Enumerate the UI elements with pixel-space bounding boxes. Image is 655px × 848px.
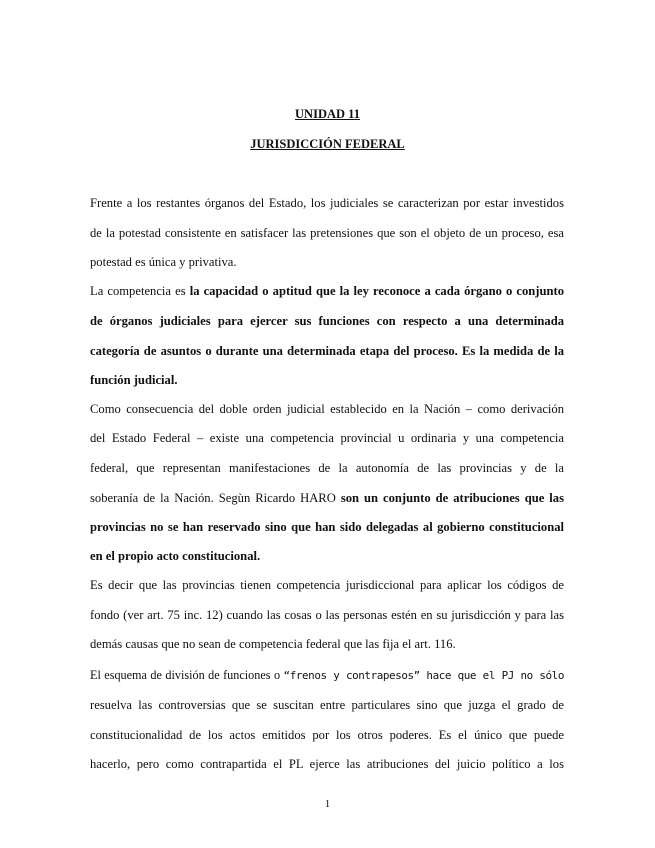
paragraph-5-line-4: hacerlo, pero como contrapartida el PL ejerce las atribuciones del juicio político a los xyxy=(90,757,564,771)
page-number: 1 xyxy=(324,798,331,810)
paragraph-1-line-1: Frente a los restantes órganos del Estado, los judiciales se caracterizan por estar investidos xyxy=(90,196,564,210)
paragraph-2-line-1 xyxy=(90,283,564,299)
paragraph-2-text: La competencia es xyxy=(90,284,190,298)
paragraph-4-line-3: demás causas que no sean de competencia federal que las fija el art. 116. xyxy=(90,637,456,651)
paragraph-3-bold-text: son un conjunto de atribuciones que las xyxy=(340,491,564,505)
paragraph-2-bold-text: la capacidad o aptitud que la ley reconoce a cada órgano o conjunto xyxy=(189,284,564,298)
paragraph-5-line-1 xyxy=(90,667,564,683)
paragraph-3-line-2: del Estado Federal – existe una competencia provincial u ordinaria y una competencia xyxy=(90,431,564,445)
paragraph-3-line-1: Como consecuencia del doble orden judicial establecido en la Nación – como derivación xyxy=(90,402,564,416)
paragraph-2-line-2: de órganos judiciales para ejercer sus funciones con respecto a una determinada xyxy=(90,314,564,328)
paragraph-2-line-4: función judicial. xyxy=(90,373,178,387)
paragraph-5-text: El esquema de división de funciones o xyxy=(90,668,284,682)
paragraph-3-line-3: federal, que representan manifestaciones de la autonomía de las provincias y de la xyxy=(90,461,564,475)
paragraph-3-line-4 xyxy=(90,490,564,506)
paragraph-4-line-1: Es decir que las provincias tienen competencia jurisdiccional para aplicar los códigos de xyxy=(90,578,564,592)
paragraph-5-mono-text: “frenos y contrapesos” hace que el PJ no sólo xyxy=(283,669,564,682)
paragraph-3-text: soberanía de la Nación. Segùn Ricardo HARO xyxy=(90,491,341,505)
paragraph-1-line-2: de la potestad consistente en satisfacer las pretensiones que son el objeto de un proceso, esa xyxy=(90,226,564,240)
paragraph-4-line-2: fondo (ver art. 75 inc. 12) cuando las cosas o las personas estén en su jurisdicción y para las xyxy=(90,608,564,622)
paragraph-1-line-3: potestad es única y privativa. xyxy=(90,255,237,269)
paragraph-5-line-3: constitucionalidad de los actos emitidos por los otros poderes. Es el único que puede xyxy=(90,728,564,742)
paragraph-5-line-2: resuelva las controversias que se suscitan entre particulares sino que juzga el grado de xyxy=(90,698,564,712)
section-title: JURISDICCIÓN FEDERAL xyxy=(250,137,405,151)
paragraph-3-line-6: en el propio acto constitucional. xyxy=(90,549,261,563)
paragraph-3-line-5: provincias no se han reservado sino que han sido delegadas al gobierno constitucional xyxy=(90,520,564,534)
unit-heading: UNIDAD 11 xyxy=(295,107,360,121)
paragraph-2-line-3: categoría de asuntos o durante una determinada etapa del proceso. Es la medida de la xyxy=(90,344,564,358)
